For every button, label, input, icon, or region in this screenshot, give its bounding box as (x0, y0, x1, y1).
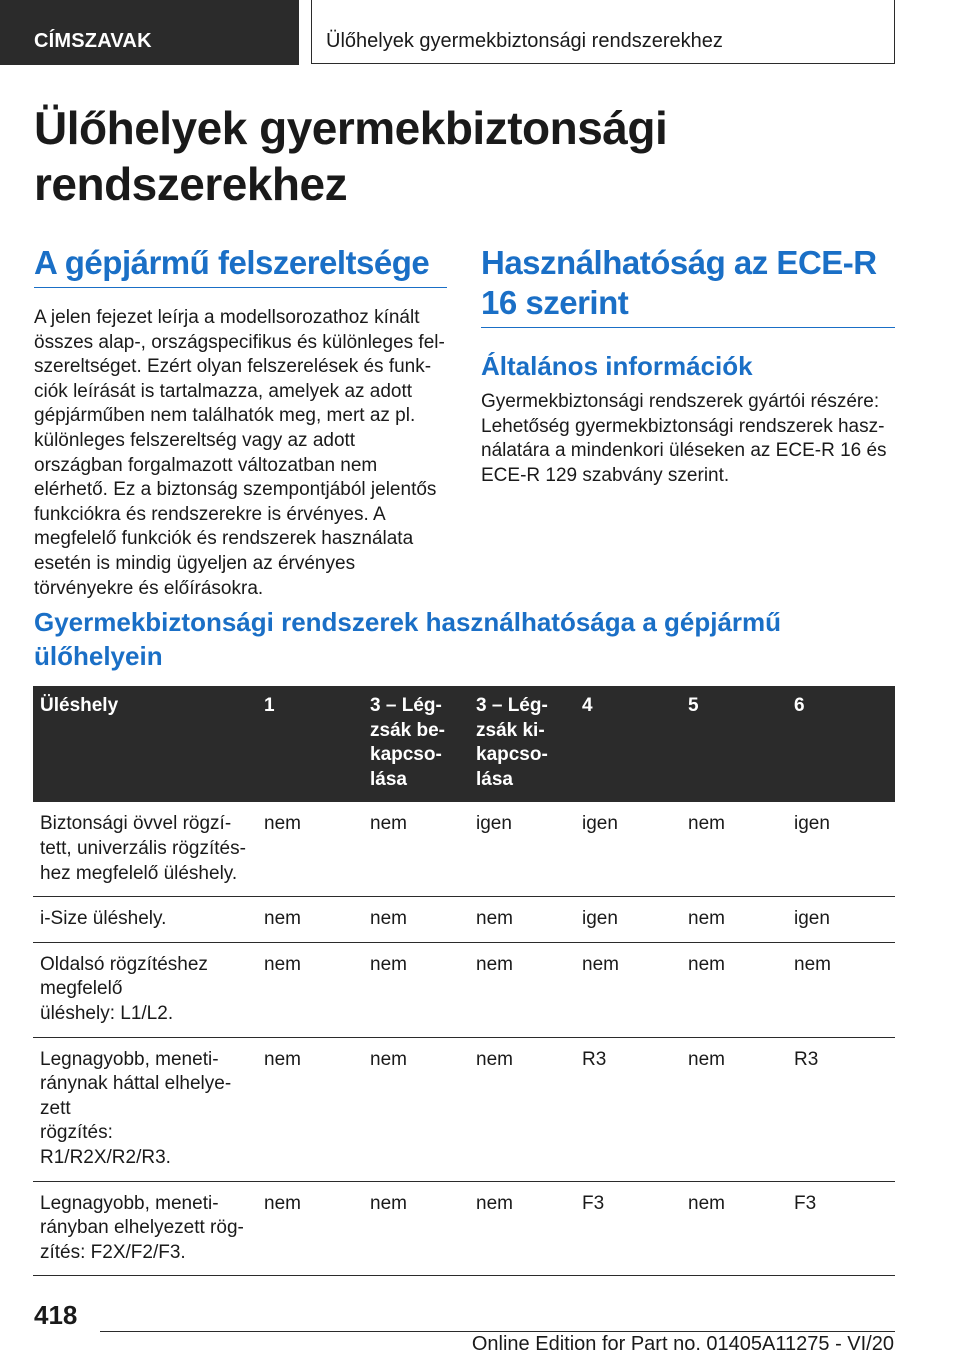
table-cell-group-3-airbag-on: nem (363, 897, 469, 943)
table-row (33, 897, 895, 943)
page-number: 418 (34, 1300, 78, 1330)
footer-divider (100, 1331, 895, 1332)
table-cell-seat-position: Oldalsó rögzítéshez megfelelő üléshely: L1/L2. (33, 942, 257, 1037)
table-cell-group-6: igen (787, 802, 895, 896)
table-cell-group-1: nem (257, 1181, 363, 1276)
header-cell-seat: Üléshely (33, 686, 257, 802)
table-cell-group-6: igen (787, 897, 895, 943)
table-cell-group-3-airbag-on: nem (363, 802, 469, 896)
table-cell-group-4: igen (575, 802, 681, 896)
vehicle-equipment-heading: A gépjármű felszereltsége (34, 243, 447, 288)
table-row (33, 1037, 895, 1181)
table-cell-group-1: nem (257, 897, 363, 943)
right-column (481, 243, 895, 488)
table-cell-group-4: R3 (575, 1037, 681, 1181)
left-column (34, 243, 447, 601)
table-cell-group-1: nem (257, 802, 363, 896)
table-cell-group-6: F3 (787, 1181, 895, 1276)
table-row (33, 942, 895, 1037)
header-cell-3-airbag-off: 3 – Légzsák kikapcsolása (469, 686, 575, 802)
header-cell-3-airbag-on: 3 – Légzsák bekapcsolása (363, 686, 469, 802)
table-cell-group-5: nem (681, 802, 787, 896)
footer-edition: Online Edition for Part no. 01405A11275 - VI/20 (471, 1333, 894, 1355)
table-cell-group-3-airbag-on: nem (363, 942, 469, 1037)
general-info-text: Gyermekbiztonsági rendszerek gyártói részére: Lehetőség gyermekbiztonsági rendszerek használatára a mindenkori üléseken az ECE-R 16 és ECE-R 129 szabvány szerint. (481, 391, 887, 486)
table-cell-group-1: nem (257, 942, 363, 1037)
table-title: Gyermekbiztonsági rendszerek használhatósága a gépjármű ülőhelyein (34, 607, 782, 671)
header-chapter-label: Ülőhelyek gyermekbiztonsági rendszerekhez (326, 30, 723, 52)
table-cell-group-5: nem (681, 1037, 787, 1181)
table-body (33, 802, 895, 1275)
header-cell-4: 4 (575, 686, 681, 802)
header-chapter-box (311, 0, 895, 64)
table-cell-group-1: nem (257, 1037, 363, 1181)
table-row (33, 1181, 895, 1276)
header-section-tab (0, 0, 299, 65)
page-title: Ülőhelyek gyermekbiztonsági rendszerekhez (34, 102, 668, 210)
ece-r16-heading: Használhatóság az ECE-R 16 szerint (481, 243, 895, 328)
table-cell-group-6: nem (787, 942, 895, 1037)
table-cell-seat-position: i-Size üléshely. (33, 897, 257, 943)
table-cell-group-3-airbag-off: igen (469, 802, 575, 896)
table-cell-group-4: igen (575, 897, 681, 943)
table-cell-group-3-airbag-off: nem (469, 897, 575, 943)
table-cell-group-3-airbag-on: nem (363, 1181, 469, 1276)
table-cell-seat-position: Biztonsági övvel rögzített, univerzális rögzítéshez megfelelő üléshely. (33, 802, 257, 896)
table-header-row (33, 686, 895, 802)
seat-usability-table (33, 686, 895, 1276)
table-cell-group-3-airbag-off: nem (469, 1181, 575, 1276)
table-cell-group-4: F3 (575, 1181, 681, 1276)
table-cell-group-3-airbag-off: nem (469, 942, 575, 1037)
table-cell-group-5: nem (681, 1181, 787, 1276)
table-cell-group-3-airbag-off: nem (469, 1037, 575, 1181)
header-cell-5: 5 (681, 686, 787, 802)
table-cell-group-4: nem (575, 942, 681, 1037)
header-cell-6: 6 (787, 686, 895, 802)
table-cell-seat-position: Legnagyobb, menetiránynak háttal elhelyezett rögzítés: R1/R2X/R2/R3. (33, 1037, 257, 1181)
general-info-heading: Általános információk (481, 351, 753, 381)
table-cell-group-6: R3 (787, 1037, 895, 1181)
table-row (33, 802, 895, 896)
table-cell-seat-position: Legnagyobb, menetirányban elhelyezett rögzítés: F2X/F2/F3. (33, 1181, 257, 1276)
table-cell-group-5: nem (681, 897, 787, 943)
header-section-label: CÍMSZAVAK (34, 30, 152, 52)
vehicle-equipment-text: A jelen fejezet leírja a modellsorozathoz kínált összes alap-, országspecifikus és különleges felszereltséget. Ezért olyan felszerelések és funkciók leírását is tartalmazza, amelyek az adott gépjárműben nem találhatók meg, mert az pl. különleges felszereltség vagy az adott országban forgalmazott változatban nem elérhető. Ez a biztonság szempontjából jelentős funkciókra és rendszerekre is érvényes. A megfelelő funkciók és rendszerek használata esetén is mindig ügyeljen az érvényes törvényekre és előírásokra. (34, 307, 445, 599)
table-cell-group-3-airbag-on: nem (363, 1037, 469, 1181)
table-cell-group-5: nem (681, 942, 787, 1037)
header-cell-1: 1 (257, 686, 363, 802)
